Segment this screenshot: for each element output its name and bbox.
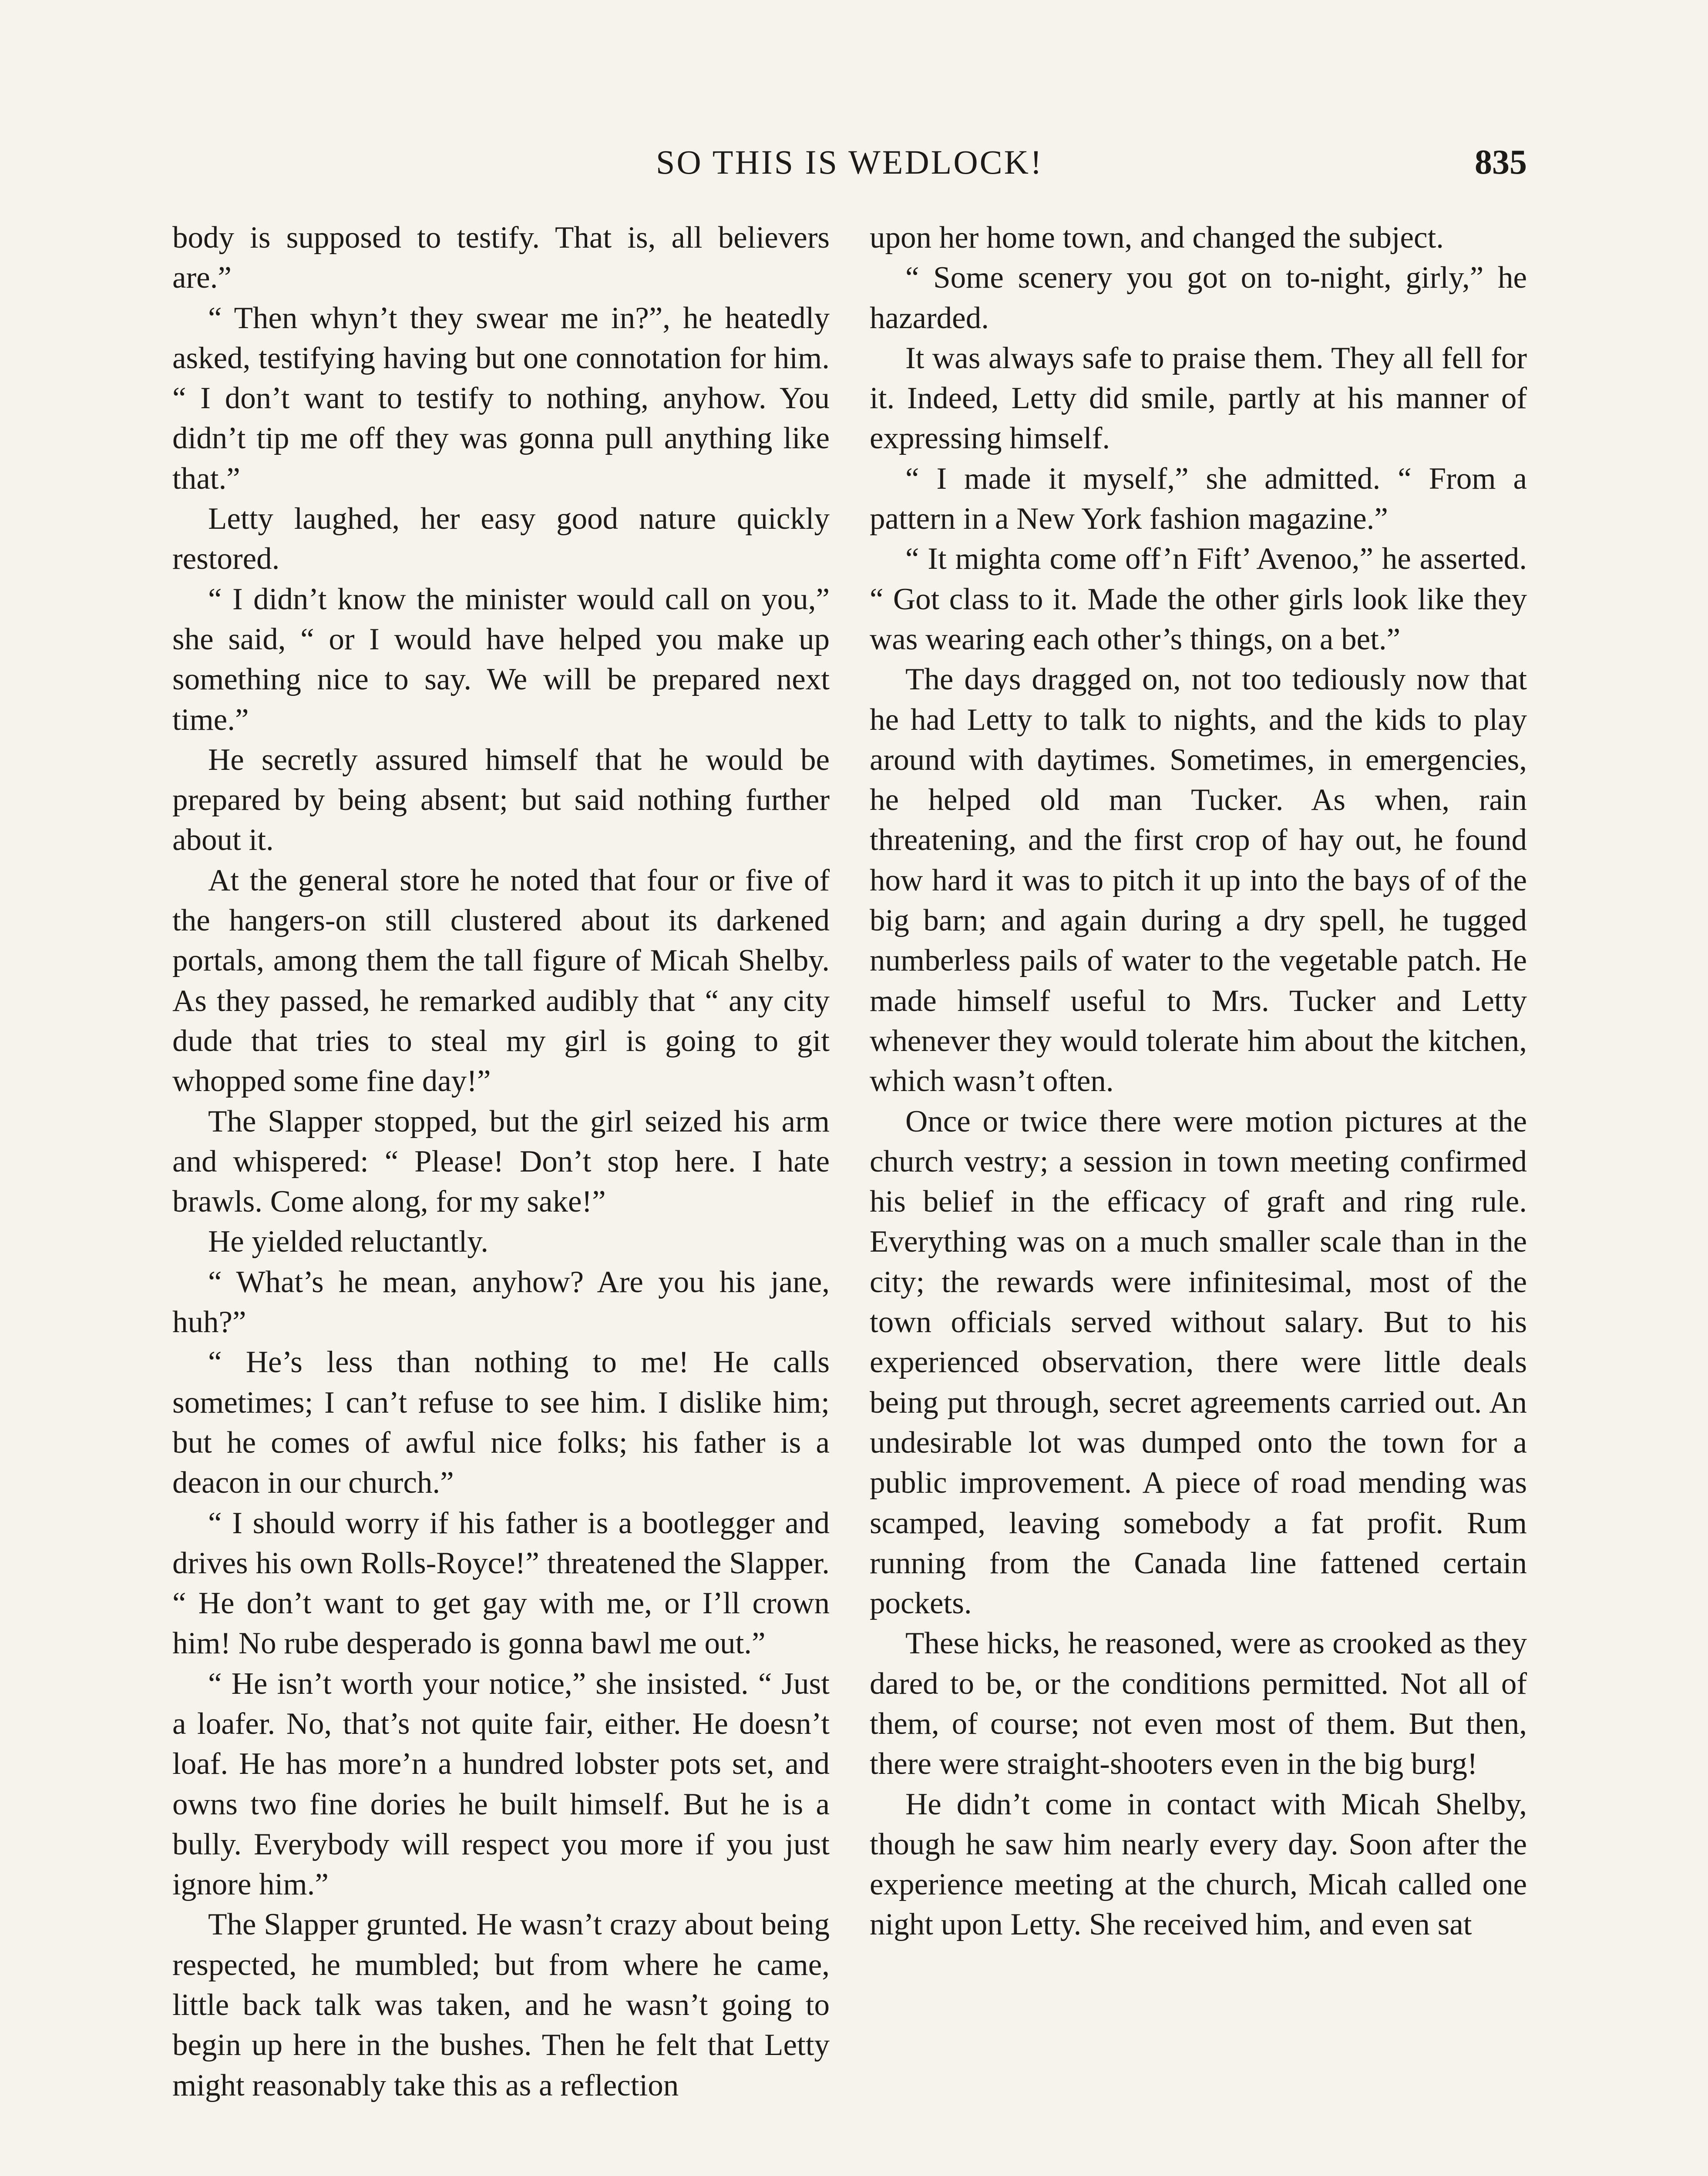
running-head <box>172 138 1527 186</box>
paragraph: upon her home town, and changed the subject. <box>870 221 1444 255</box>
paragraph: “ He’s less than nothing to me! He calls sometimes; I can’t refuse to see him. I dislike him; but he comes of awful nice folks; his father is a deacon in our church.” <box>172 1345 830 1500</box>
paragraph: “ What’s he mean, anyhow? Are you his jane, huh?” <box>172 1265 830 1340</box>
paragraph: The Slapper stopped, but the girl seized his arm and whispered: “ Please! Don’t stop here. I hate brawls. Come along, for my sake!” <box>172 1104 830 1219</box>
page-number: 835 <box>1475 143 1527 181</box>
paragraph: “ I should worry if his father is a bootlegger and drives his own Rolls-Royce!” threatened the Slapper. “ He don’t want to get gay with me, or I’ll crown him! No rube desperado is gonna bawl me out.” <box>172 1506 830 1661</box>
paragraph: It was always safe to praise them. They all fell for it. Indeed, Letty did smile, partly at his manner of expressing himself. <box>870 341 1527 456</box>
paragraph: “ He isn’t worth your notice,” she insisted. “ Just a loafer. No, that’s not quite fair, either. He doesn’t loaf. He has more’n a hundred lobster pots set, and owns two fine dories he built himself. But he is a bully. Everybody will respect you more if you just ignore him.” <box>172 1666 830 1902</box>
paragraph: “ Then whyn’t they swear me in?”, he heatedly asked, testifying having but one connotation for him. “ I don’t want to testify to nothing, anyhow. You didn’t tip me off they was gonna pull anything like that.” <box>172 301 830 496</box>
left-column <box>172 218 830 2105</box>
paragraph: “ I didn’t know the minister would call on you,” she said, “ or I would have helped you make up something nice to say. We will be prepared next time.” <box>172 582 830 737</box>
paragraph: body is supposed to testify. That is, all believers are.” <box>172 221 830 295</box>
paragraph: Letty laughed, her easy good nature quickly restored. <box>172 502 830 576</box>
paragraph: These hicks, he reasoned, were as crooked as they dared to be, or the conditions permitted. Not all of them, of course; not even most of them. But then, there were straight-shooters even in the big burg! <box>870 1626 1527 1781</box>
right-column <box>870 218 1527 1945</box>
chapter-title: SO THIS IS WEDLOCK! <box>656 143 1043 181</box>
paragraph: He didn’t come in contact with Micah Shelby, though he saw him nearly every day. Soon after the experience meeting at the church, Micah called one night upon Letty. She received him, and even sat <box>870 1787 1527 1942</box>
paragraph: “ I made it myself,” she admitted. “ From a pattern in a New York fashion magazine.” <box>870 461 1527 536</box>
paragraph: At the general store he noted that four or five of the hangers-on still clustered about its darkened portals, among them the tall figure of Micah Shelby. As they passed, he remarked audibly that “ any city dude that tries to steal my girl is going to git whopped some fine day!” <box>172 863 830 1098</box>
paragraph: The Slapper grunted. He wasn’t crazy about being respected, he mumbled; but from where he came, little back talk was taken, and he wasn’t going to begin up here in the bushes. Then he felt that Letty might reasonably take this as a reflection <box>172 1907 830 2102</box>
paragraph: “ Some scenery you got on to-night, girly,” he hazarded. <box>870 261 1527 335</box>
paragraph: The days dragged on, not too tediously now that he had Letty to talk to nights, and the kids to play around with daytimes. Sometimes, in emergencies, he helped old man Tucker. As when, rain threatening, and the first crop of hay out, he found how hard it was to pitch it up into the bays of of the big barn; and again during a dry spell, he tugged numberless pails of water to the vegetable patch. He made himself useful to Mrs. Tucker and Letty whenever they would tolerate him about the kitchen, which wasn’t often. <box>870 662 1527 1098</box>
paragraph: He yielded reluctantly. <box>208 1225 488 1259</box>
paragraph: “ It mighta come off’n Fift’ Avenoo,” he asserted. “ Got class to it. Made the other girls look like they was wearing each other’s things, on a bet.” <box>870 542 1527 656</box>
paragraph: He secretly assured himself that he would be prepared by being absent; but said nothing further about it. <box>172 742 830 857</box>
paragraph: Once or twice there were motion pictures at the church vestry; a session in town meeting confirmed his belief in the efficacy of graft and ring rule. Everything was on a much smaller scale than in the city; the rewards were infinitesimal, most of the town officials served without salary. But to his experienced observation, there were little deals being put through, secret agreements carried out. An undesirable lot was dumped onto the town for a public improvement. A piece of road mending was scamped, leaving somebody a fat profit. Rum running from the Canada line fattened certain pockets. <box>870 1104 1527 1621</box>
